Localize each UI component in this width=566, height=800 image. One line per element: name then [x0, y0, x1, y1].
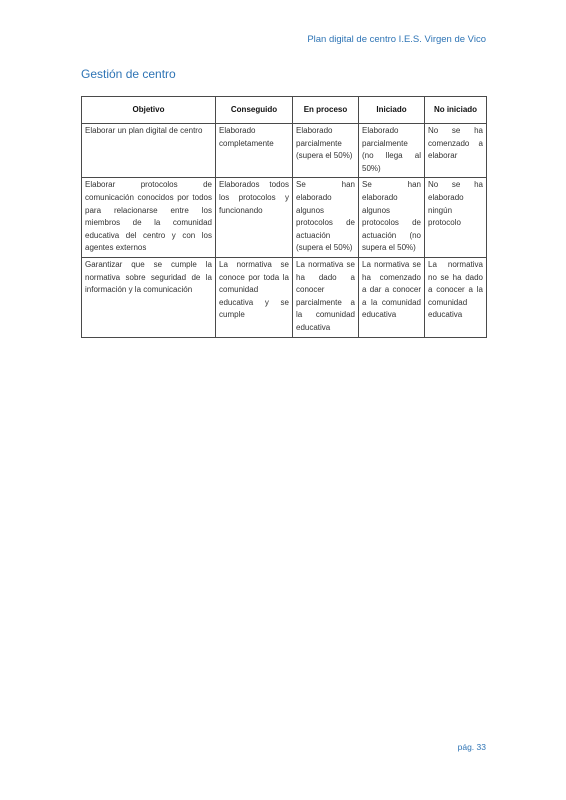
- table-header-row: [82, 97, 487, 124]
- cell-en-proceso: Elaborado parcialmente (supera el 50%): [293, 124, 359, 178]
- column-header-objetivo: Objetivo: [82, 97, 216, 124]
- cell-objetivo: Garantizar que se cumple la normativa sobre seguridad de la información y la comunicación: [82, 257, 216, 337]
- cell-en-proceso: Se han elaborado algunos protocolos de actuación (supera el 50%): [293, 178, 359, 258]
- column-header-conseguido: Conseguido: [216, 97, 293, 124]
- cell-conseguido: La normativa se conoce por toda la comunidad educativa y se cumple: [216, 257, 293, 337]
- cell-conseguido: Elaborados todos los protocolos y funcionando: [216, 178, 293, 258]
- column-header-en-proceso: En proceso: [293, 97, 359, 124]
- cell-objetivo: Elaborar protocolos de comunicación conocidos por todos para relacionarse entre los miembros de la comunidad educativa del centro y con los agentes externos: [82, 178, 216, 258]
- cell-iniciado: Se han elaborado algunos protocolos de actuación (no supera el 50%): [359, 178, 425, 258]
- cell-no-iniciado: No se ha comenzado a elaborar: [425, 124, 487, 178]
- section-title: Gestión de centro: [81, 67, 176, 81]
- table-row: [82, 178, 487, 258]
- page-header: Plan digital de centro I.E.S. Virgen de Vico: [307, 34, 486, 45]
- cell-en-proceso: La normativa se ha dado a conocer parcialmente a la comunidad educativa: [293, 257, 359, 337]
- page-number: pág. 33: [457, 742, 486, 752]
- cell-no-iniciado: No se ha elaborado ningún protocolo: [425, 178, 487, 258]
- cell-conseguido: Elaborado completamente: [216, 124, 293, 178]
- column-header-no-iniciado: No iniciado: [425, 97, 487, 124]
- table-row: [82, 257, 487, 337]
- cell-objetivo: Elaborar un plan digital de centro: [82, 124, 216, 178]
- evaluation-table: [81, 96, 487, 338]
- column-header-iniciado: Iniciado: [359, 97, 425, 124]
- cell-no-iniciado: La normativa no se ha dado a conocer a la comunidad educativa: [425, 257, 487, 337]
- cell-iniciado: Elaborado parcialmente (no llega al 50%): [359, 124, 425, 178]
- cell-iniciado: La normativa se ha comenzado a dar a conocer a la comunidad educativa: [359, 257, 425, 337]
- table-row: [82, 124, 487, 178]
